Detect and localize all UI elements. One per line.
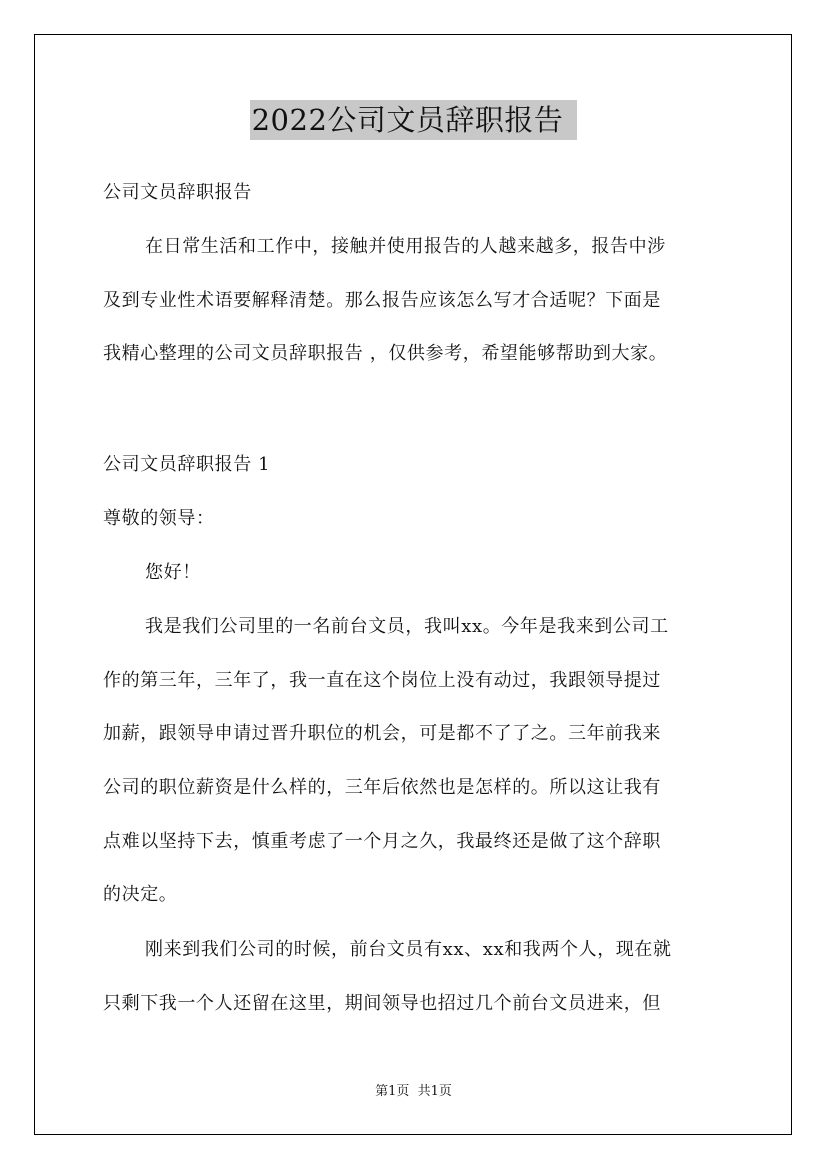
paragraph-line: 点难以坚持下去，慎重考虑了一个月之久，我最终还是做了这个辞职 xyxy=(103,831,661,852)
paragraph-line: 只剩下我一个人还留在这里，期间领导也招过几个前台文员进来，但 xyxy=(103,993,661,1014)
greeting: 您好！ xyxy=(145,562,201,583)
salutation: 尊敬的领导： xyxy=(103,508,215,529)
intro-line: 及到专业性术语要解释清楚。那么报告应该怎么写才合适呢？下面是 xyxy=(103,290,661,311)
paragraph-line: 公司的职位薪资是什么样的，三年后依然也是怎样的。所以这让我有 xyxy=(103,777,661,798)
section-heading: 公司文员辞职报告 1 xyxy=(103,454,271,475)
paragraph-line: 我是我们公司里的一名前台文员，我叫xx。今年是我来到公司工 xyxy=(145,616,669,637)
paragraph-line: 作的第三年，三年了，我一直在这个岗位上没有动过，我跟领导提过 xyxy=(103,670,661,691)
paragraph-line: 刚来到我们公司的时候，前台文员有xx、xx和我两个人，现在就 xyxy=(145,939,672,960)
paragraph-line: 的决定。 xyxy=(103,884,178,905)
title-container xyxy=(0,100,827,140)
document-title: 2022公司文员辞职报告 xyxy=(250,100,578,140)
page-footer: 第1页 共1页 xyxy=(375,1084,452,1099)
subtitle: 公司文员辞职报告 xyxy=(103,182,252,203)
paragraph-line: 加薪，跟领导申请过晋升职位的机会，可是都不了了之。三年前我来 xyxy=(103,723,661,744)
intro-line: 我精心整理的公司文员辞职报告 ，仅供参考，希望能够帮助到大家。 xyxy=(103,343,668,364)
intro-line: 在日常生活和工作中，接触并使用报告的人越来越多，报告中涉 xyxy=(145,236,666,257)
